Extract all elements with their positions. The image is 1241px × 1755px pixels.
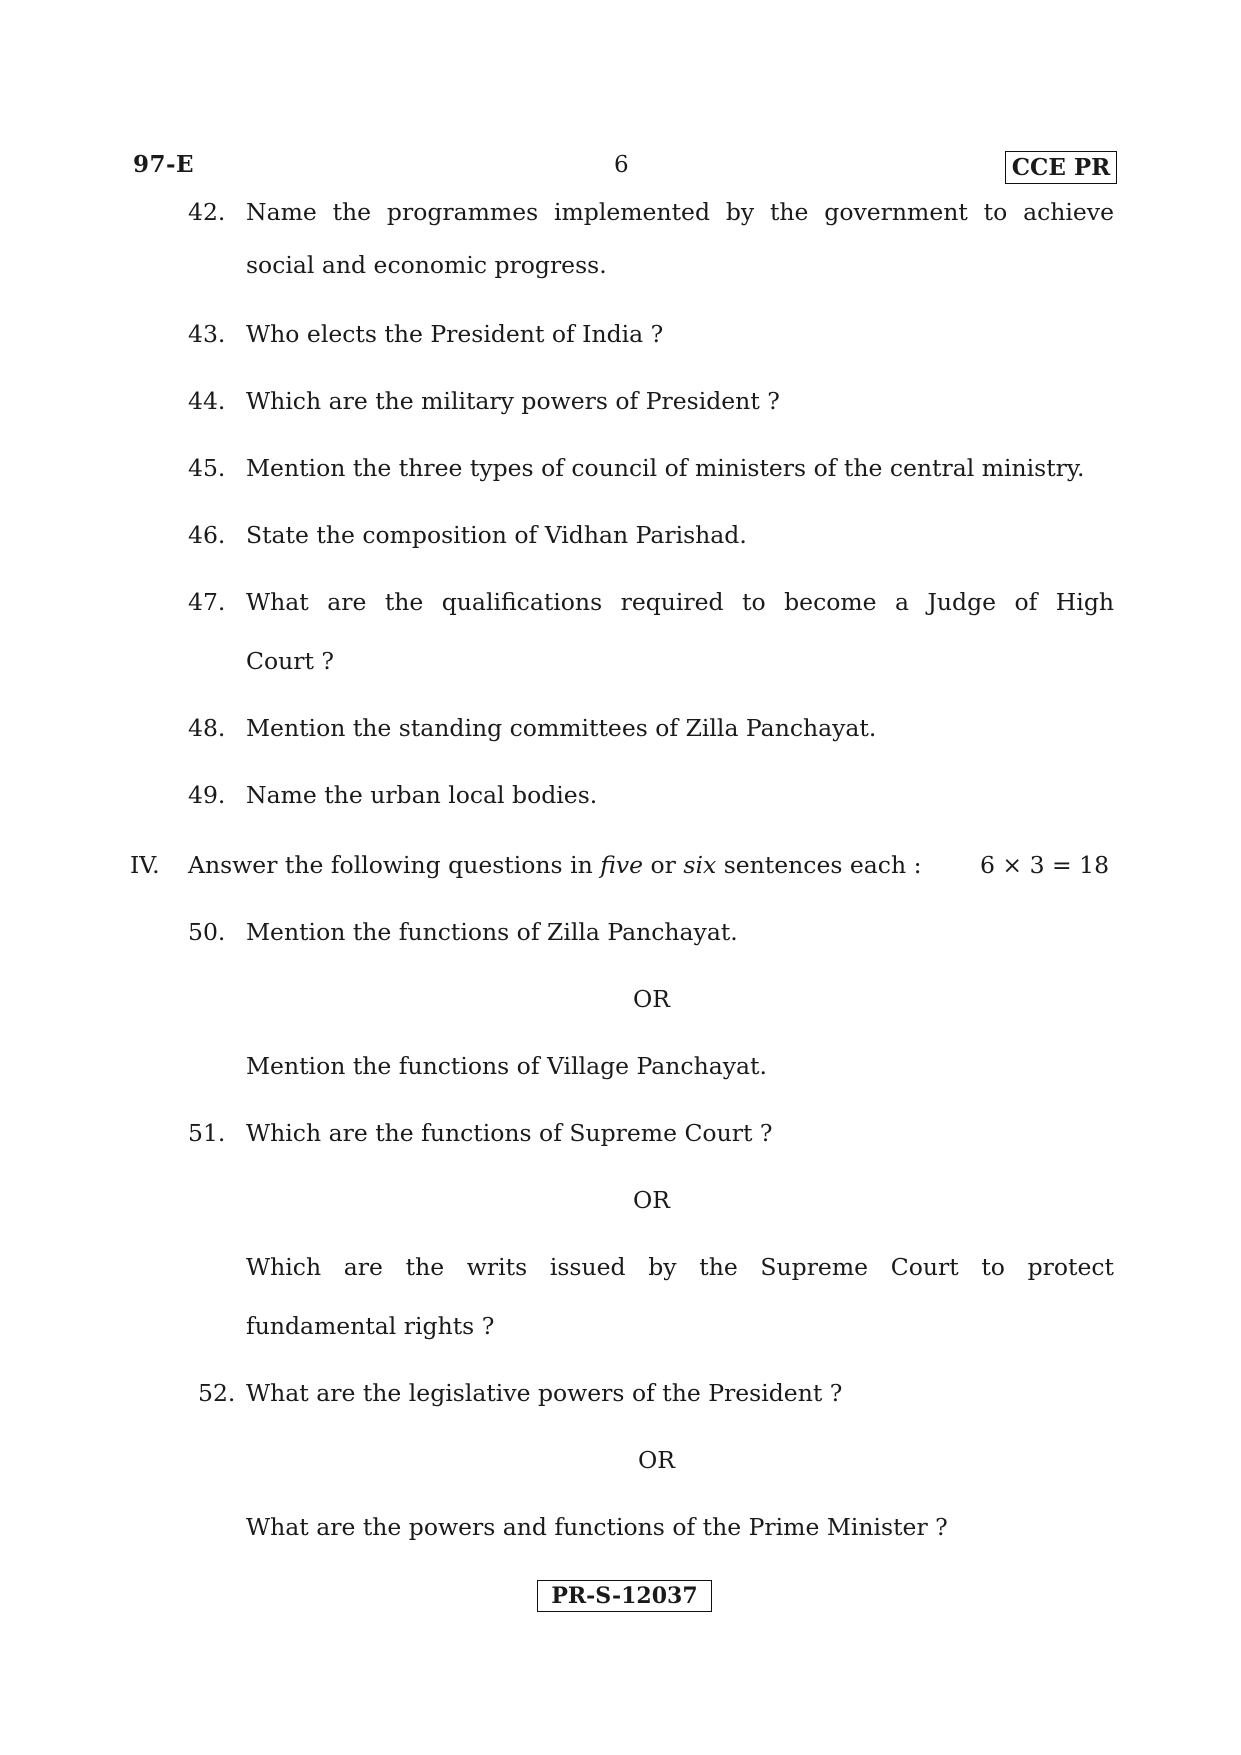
or-divider: OR — [633, 985, 670, 1013]
question-text: What are the qualifications required to become a Judge of High — [246, 588, 1114, 616]
instruction-text: sentences each : — [716, 851, 922, 879]
question-text: Which are the military powers of President ? — [246, 387, 780, 415]
question-number: 48. — [188, 714, 226, 742]
question-text: What are the powers and functions of the Prime Minister ? — [246, 1513, 948, 1541]
section-marks: 6 × 3 = 18 — [980, 851, 1110, 879]
question-text: Name the urban local bodies. — [246, 781, 598, 809]
page-number: 6 — [614, 152, 629, 178]
series-box: CCE PR — [1005, 151, 1117, 184]
question-text: What are the legislative powers of the President ? — [246, 1379, 843, 1407]
question-number: 42. — [188, 198, 226, 226]
question-number: 52. — [198, 1379, 236, 1407]
question-text: Mention the functions of Zilla Panchayat. — [246, 918, 738, 946]
question-text: fundamental rights ? — [246, 1312, 495, 1340]
question-number: 43. — [188, 320, 226, 348]
question-number: 50. — [188, 918, 226, 946]
question-number: 49. — [188, 781, 226, 809]
question-text: Which are the writs issued by the Supreme Court to protect — [246, 1253, 1114, 1281]
section-number: IV. — [130, 851, 160, 879]
question-text: Mention the three types of council of ministers of the central ministry. — [246, 454, 1085, 482]
question-number: 51. — [188, 1119, 226, 1147]
instruction-emphasis: five — [600, 851, 644, 879]
question-text: Mention the functions of Village Panchayat. — [246, 1052, 767, 1080]
section-instruction — [188, 836, 922, 894]
question-text: Name the programmes implemented by the government to achieve — [246, 198, 1114, 226]
question-number: 47. — [188, 588, 226, 616]
question-number: 44. — [188, 387, 226, 415]
question-number: 46. — [188, 521, 226, 549]
question-text: Who elects the President of India ? — [246, 320, 664, 348]
footer-code-box: PR-S-12037 — [537, 1580, 712, 1612]
question-text: Court ? — [246, 647, 335, 675]
question-text: social and economic progress. — [246, 251, 607, 279]
question-number: 45. — [188, 454, 226, 482]
or-divider: OR — [638, 1446, 675, 1474]
question-text: Which are the functions of Supreme Court ? — [246, 1119, 773, 1147]
instruction-text: or — [643, 851, 684, 879]
instruction-text: Answer the following questions in — [188, 851, 601, 879]
or-divider: OR — [633, 1186, 670, 1214]
instruction-emphasis: six — [683, 851, 717, 879]
paper-code: 97-E — [133, 151, 195, 178]
question-text: Mention the standing committees of Zilla Panchayat. — [246, 714, 877, 742]
question-text: State the composition of Vidhan Parishad. — [246, 521, 747, 549]
